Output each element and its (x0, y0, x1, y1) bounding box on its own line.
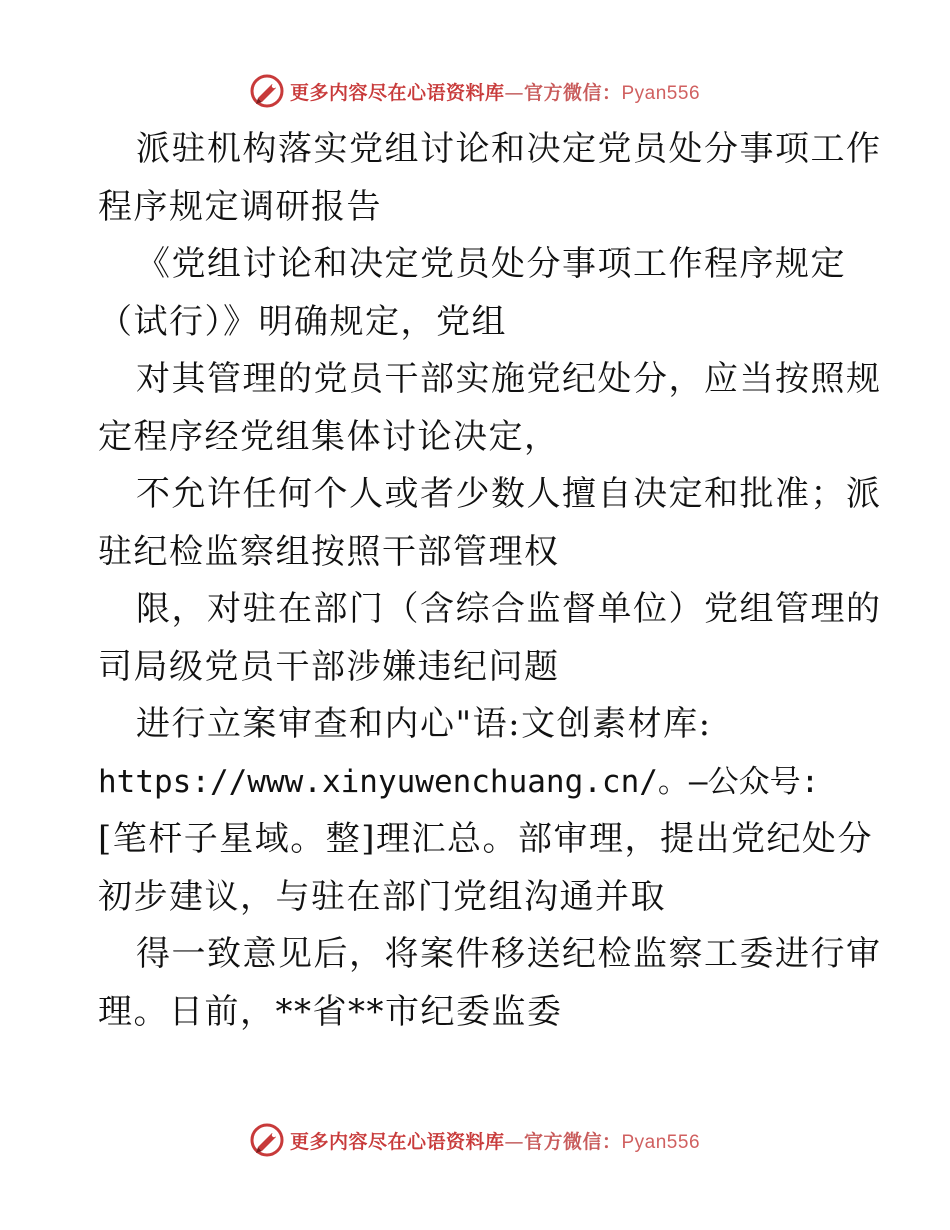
document-body (98, 121, 882, 1041)
footer-banner (0, 1120, 950, 1160)
text-line: 驻纪检监察组按照干部管理权 (98, 531, 560, 572)
text-line: 《党组讨论和决定党员处分事项工作程序规定 (136, 244, 846, 284)
banner-wechat-label: 官方微信： (523, 81, 622, 104)
text-line: 派驻机构落实党组讨论和决定党员处分事项工作 (136, 129, 882, 169)
banner-wechat-id: Pyan556 (621, 82, 701, 104)
text-line: 得一致意见后，将案件移送纪检监察工委进行审 (136, 934, 882, 974)
text-line: 定程序经党组集体讨论决定， (98, 416, 560, 457)
header-banner (0, 71, 950, 111)
banner-wechat-id: Pyan556 (621, 1131, 701, 1153)
text-line: 司局级党员干部涉嫌违纪问题 (98, 646, 560, 687)
text-line: 初步建议，与驻在部门党组沟通并取 (98, 876, 666, 917)
text-line: 对其管理的党员干部实施党纪处分，应当按照规 (136, 359, 882, 399)
banner-separator: — (504, 81, 524, 104)
text-line: 进行立案审查和内心"语:文创素材库: (136, 704, 712, 744)
text-line-url: https://www.xinyuwenchuang.cn/。—公众号: (98, 763, 820, 800)
banner-main-text: 更多内容尽在心语资料库 (289, 81, 505, 104)
banner-main-text: 更多内容尽在心语资料库 (289, 1130, 505, 1153)
banner-separator: — (504, 1130, 524, 1153)
banner-wechat-label: 官方微信： (523, 1130, 622, 1153)
text-line: 程序规定调研报告 (98, 186, 382, 227)
banner-text (290, 1127, 700, 1154)
text-line: 限，对驻在部门（含综合监督单位）党组管理的 (136, 589, 882, 629)
banner-text (290, 78, 700, 105)
text-line: 不允许任何个人或者少数人擅自决定和批准；派 (136, 474, 882, 514)
text-line: [笔杆子星域。整]理汇总。部审理，提出党纪处分 (98, 819, 874, 859)
text-line: （试行）》明确规定，党组 (98, 301, 507, 342)
pen-logo-icon (250, 74, 284, 108)
pen-logo-icon (250, 1123, 284, 1157)
text-line: 理。日前，**省**市纪委监委 (98, 991, 563, 1032)
